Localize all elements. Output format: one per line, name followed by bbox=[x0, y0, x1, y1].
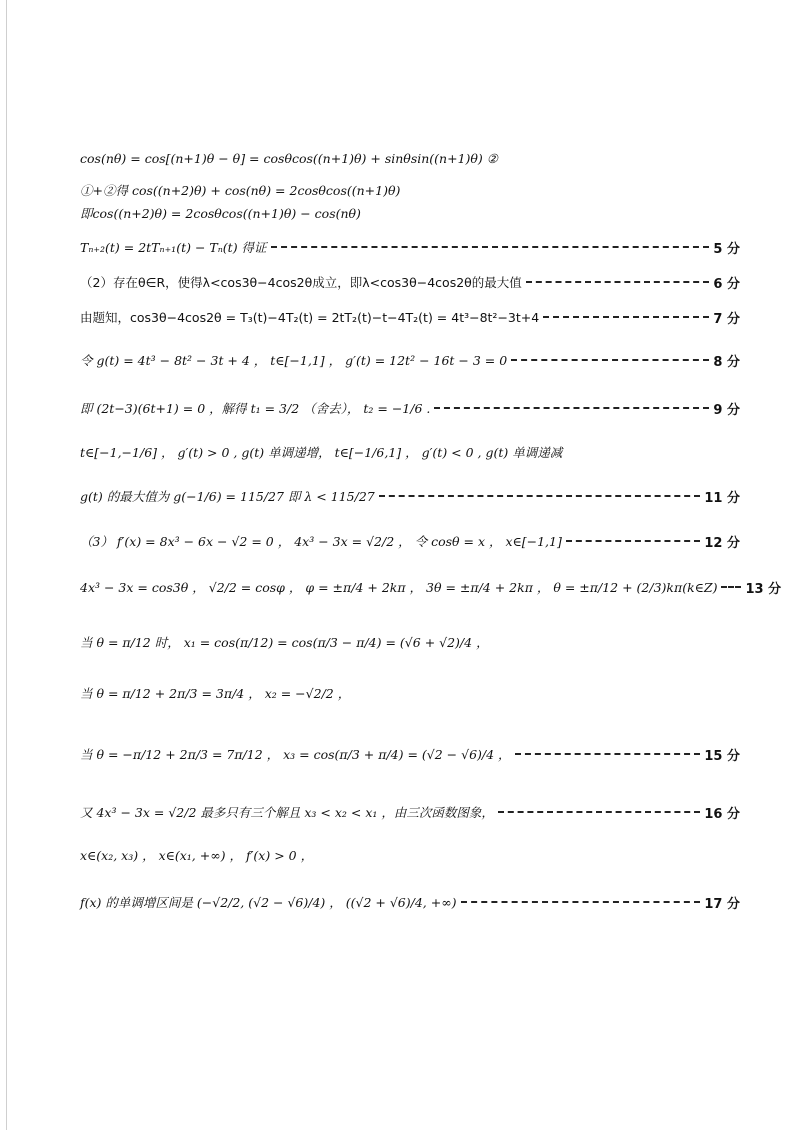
eq-text: 令 g(t) = 4t³ − 8t² − 3t + 4 ， t∈[−1,1] ， g′(t) = 12t² − 16t − 3 = 0 bbox=[80, 353, 508, 368]
page-edge bbox=[6, 0, 7, 1130]
part2-g-def bbox=[80, 340, 740, 380]
part3-x3 bbox=[80, 734, 740, 774]
dash-leader bbox=[498, 811, 701, 813]
dash-leader bbox=[566, 540, 701, 542]
part3-intervals bbox=[80, 835, 740, 875]
score-label: 15 分 bbox=[704, 748, 740, 764]
score-label: 17 分 bbox=[704, 896, 740, 912]
eq-text: 又 4x³ − 3x = √2/2 最多只有三个解且 x₃ < x₂ < x₁ ，由三次函数图象， bbox=[80, 805, 494, 820]
score-label: 12 分 bbox=[704, 535, 740, 551]
eq-recurrence-T bbox=[80, 227, 740, 267]
eq-text: Tₙ₊₂(t) = 2tTₙ₊₁(t) − Tₙ(t) 得证 bbox=[80, 240, 267, 255]
score-label: 11 分 bbox=[704, 490, 740, 506]
score-label: 13 分 bbox=[745, 581, 782, 597]
part2-max bbox=[80, 476, 740, 516]
score-label: 7 分 bbox=[713, 311, 740, 327]
score-label: 16 分 bbox=[704, 806, 740, 822]
part3-answer bbox=[80, 882, 740, 922]
score-label: 5 分 bbox=[713, 241, 740, 257]
part3-three-roots bbox=[80, 792, 740, 832]
eq-text: 即cos((n+2)θ) = 2cosθcos((n+1)θ) − cos(nθ) bbox=[80, 206, 361, 221]
part2-roots bbox=[80, 388, 740, 428]
part2-monotonic bbox=[80, 432, 740, 472]
eq-text: g(t) 的最大值为 g(−1/6) = 115/27 即 λ < 115/27 bbox=[80, 489, 375, 504]
dash-leader bbox=[515, 753, 701, 755]
score-label: 9 分 bbox=[713, 402, 740, 418]
eq-text: cos(nθ) = cos[(n+1)θ − θ] = cosθcos((n+1)θ) + sinθsin((n+1)θ) ② bbox=[80, 150, 498, 166]
eq-text: 当 θ = π/12 时， x₁ = cos(π/12) = cos(π/3 − π/4) = (√6 + √2)/4 ， bbox=[80, 635, 489, 650]
part3-x1 bbox=[80, 622, 740, 662]
eq-text: （3） f′(x) = 8x³ − 6x − √2 = 0 ， 4x³ − 3x = √2/2 ， 令 cosθ = x ， x∈[−1,1] bbox=[80, 534, 562, 549]
dash-leader bbox=[379, 495, 701, 497]
dash-leader bbox=[511, 359, 709, 361]
eq-text: x∈(x₂, x₃) ， x∈(x₁, +∞) ， f′(x) > 0 ， bbox=[80, 848, 314, 863]
part3-derivative bbox=[80, 521, 740, 561]
eq-text: 当 θ = −π/12 + 2π/3 = 7π/12 ， x₃ = cos(π/3 + π/4) = (√2 − √6)/4 ， bbox=[80, 747, 511, 762]
eq-text: 即 (2t−3)(6t+1) = 0 ，解得 t₁ = 3/2 （舍去）， t₂ = −1/6 . bbox=[80, 401, 431, 416]
part2-transform bbox=[80, 297, 740, 337]
score-label: 8 分 bbox=[713, 354, 740, 370]
part3-x2 bbox=[80, 673, 740, 713]
dash-leader bbox=[526, 281, 710, 283]
dash-leader bbox=[461, 901, 701, 903]
part3-theta bbox=[80, 567, 782, 607]
dash-leader bbox=[271, 246, 710, 248]
dash-leader bbox=[721, 586, 741, 588]
dash-leader bbox=[543, 316, 709, 318]
eq-text: ①+②得 cos((n+2)θ) + cos(nθ) = 2cosθcos((n+1)θ) bbox=[80, 183, 401, 198]
score-label: 6 分 bbox=[713, 276, 740, 292]
eq-text: （2）存在θ∈R，使得λ<cos3θ−4cos2θ成立，即λ<cos3θ−4cos2θ的最大值 bbox=[80, 275, 522, 290]
part2-statement bbox=[80, 262, 740, 302]
eq-text: 由题知，cos3θ−4cos2θ = T₃(t)−4T₂(t) = 2tT₂(t)−t−4T₂(t) = 4t³−8t²−3t+4 bbox=[80, 310, 540, 325]
dash-leader bbox=[434, 407, 709, 409]
eq-text: 当 θ = π/12 + 2π/3 = 3π/4 ， x₂ = −√2/2 ， bbox=[80, 686, 351, 701]
eq-text: t∈[−1,−1/6] ， g′(t) > 0 , g(t) 单调递增， t∈[−1/6,1] ， g′(t) < 0 , g(t) 单调递减 bbox=[80, 445, 563, 460]
eq-text: f(x) 的单调增区间是 (−√2/2, (√2 − √6)/4) ， ((√2 + √6)/4, +∞) bbox=[80, 895, 457, 910]
eq-text: 4x³ − 3x = cos3θ ， √2/2 = cosφ ， φ = ±π/4 + 2kπ ， 3θ = ±π/4 + 2kπ ， θ = ±π/12 + (2/3)kπ(k∈Z) bbox=[80, 580, 718, 595]
